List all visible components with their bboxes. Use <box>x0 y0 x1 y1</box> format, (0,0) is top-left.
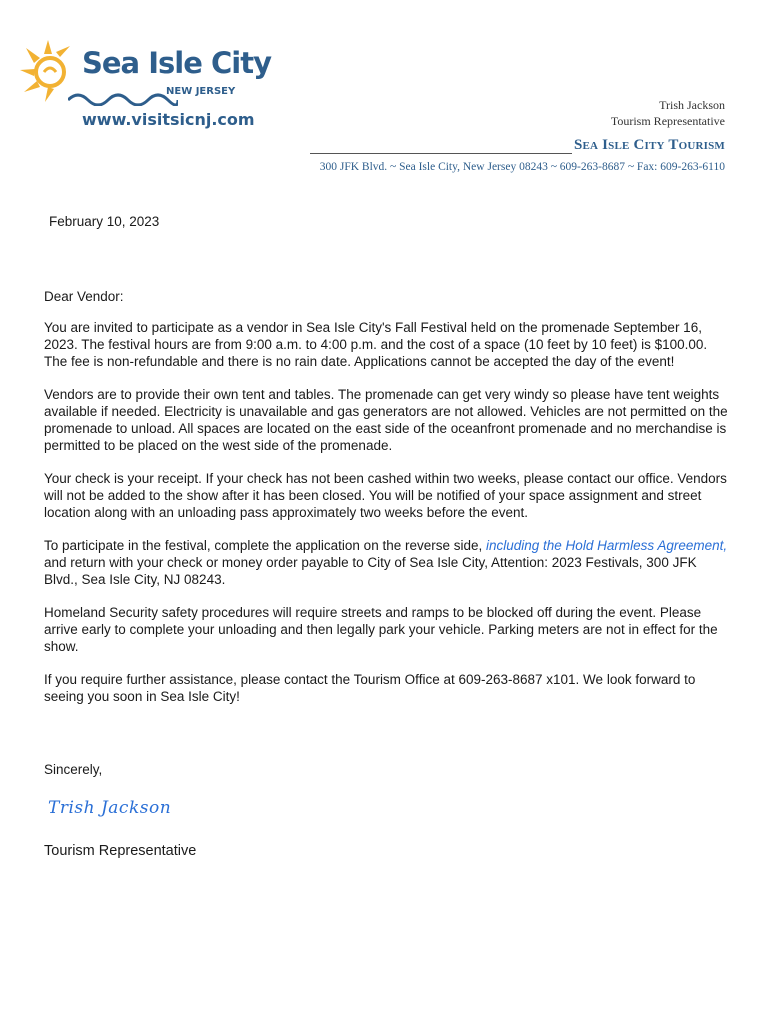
signer-title: Tourism Representative <box>44 843 197 859</box>
org-header <box>310 137 725 154</box>
paragraph-5: Homeland Security safety procedures will require streets and ramps to be blocked off during the event. Please arrive early to complete your unloading and then legally park your vehicle. Parking meters are not in effect for the show. <box>44 605 718 654</box>
paragraph-2: Vendors are to provide their own tent and tables. The promenade can get very windy so please have tent weights available if needed. Electricity is unavailable and gas generators are not allowed. Vehicles are not permitted on the promenade to unload. All spaces are located on the east side of the oceanfront promenade and no merchandise is permitted to be placed on the west side of the promenade. <box>44 387 728 453</box>
paragraph-4-start: To participate in the festival, complete the application on the reverse side, <box>44 538 486 553</box>
paragraph-3: Your check is your receipt. If your check has not been cashed within two weeks, please contact our office. Vendors will not be added to the show after it has been closed. You will be notified of your space assignment and street location along with an unloading pass approximately two weeks before the event. <box>44 471 727 520</box>
org-address: 300 JFK Blvd. ~ Sea Isle City, New Jersey 08243 ~ 609-263-8687 ~ Fax: 609-263-6110 <box>319 161 725 173</box>
logo-title: Sea Isle City <box>82 46 271 80</box>
hold-harmless-highlight: including the Hold Harmless Agreement, <box>486 538 728 553</box>
paragraph-6: If you require further assistance, please contact the Tourism Office at 609-263-8687 x101. We look forward to seeing you soon in Sea Isle City! <box>44 672 696 704</box>
logo <box>18 36 271 136</box>
sender-name: Trish Jackson <box>659 98 725 112</box>
logo-url: www.visitsicnj.com <box>82 110 255 129</box>
paragraph-4-end: and return with your check or money order payable to City of Sea Isle City, Attention: 2023 Festivals, 300 JFK Blvd., Sea Isle City, NJ 08243. <box>44 555 697 587</box>
closing: Sincerely, <box>44 762 103 777</box>
logo-state: NEW JERSEY <box>166 86 236 97</box>
letter-date: February 10, 2023 <box>49 214 160 229</box>
header-rule <box>310 137 572 154</box>
org-name: Sea Isle City Tourism <box>573 137 725 153</box>
sender-title: Tourism Representative <box>610 114 725 128</box>
wave-icon <box>68 86 178 106</box>
paragraph-4 <box>44 537 730 588</box>
letter-body <box>44 288 730 721</box>
paragraph-1: You are invited to participate as a vendor in Sea Isle City's Fall Festival held on the promenade September 16, 2023. The festival hours are from 9:00 a.m. to 4:00 p.m. and the cost of a space (10 feet by 10 feet) is $100.00. The fee is non-refundable and there is no rain date. Applications cannot be accepted the day of the event! <box>44 320 708 369</box>
greeting: Dear Vendor: <box>44 289 124 304</box>
sender-block <box>611 97 725 129</box>
signature: Trish Jackson <box>48 798 172 818</box>
